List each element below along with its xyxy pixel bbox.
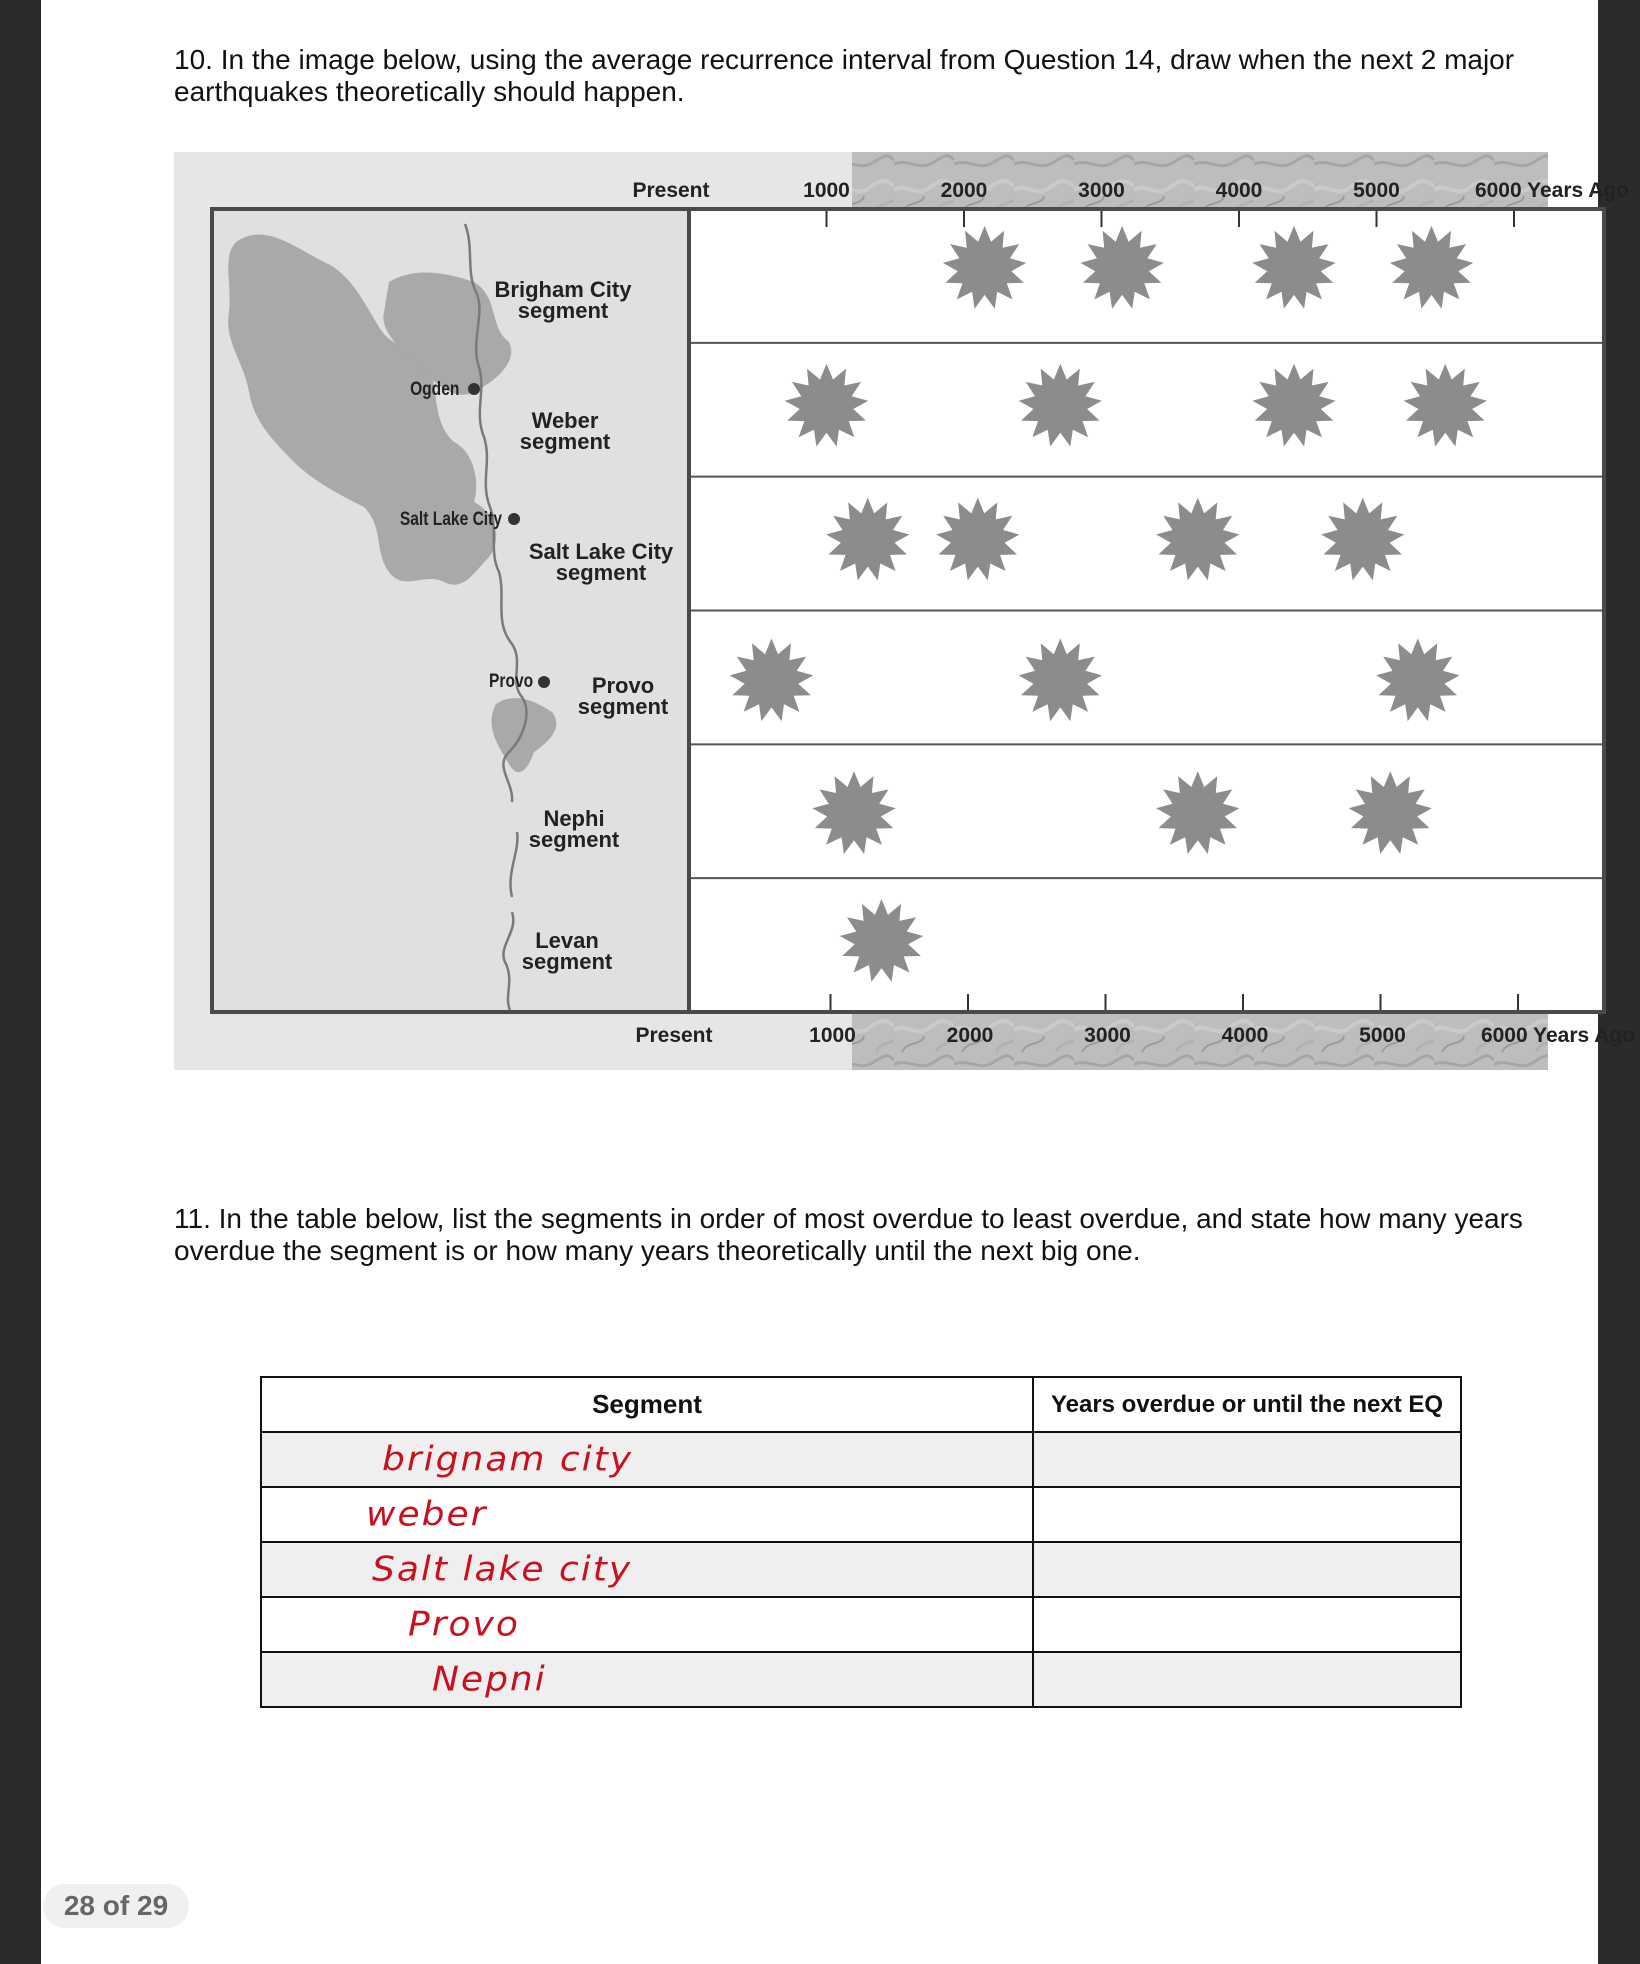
city-label-provo: Provo — [489, 669, 534, 692]
segment-cell[interactable] — [261, 1542, 1033, 1597]
provo-dot — [538, 676, 550, 688]
tick-label-top: 5000 — [1353, 179, 1400, 202]
table-row — [261, 1542, 1461, 1597]
tick-label-top: 3000 — [1078, 179, 1125, 202]
tick-label-top: Present — [632, 179, 710, 202]
segment-name-label: Levan — [535, 928, 599, 953]
segment-suffix-label: segment — [521, 949, 613, 974]
table-row — [261, 1597, 1461, 1652]
handwritten-entry: Nepni — [432, 1660, 547, 1699]
question-10: 10. In the image below, using the average recurrence interval from Question 14, draw when the next 2 major earthquakes theoretically should happen. — [174, 44, 1515, 107]
segment-suffix-label: segment — [528, 827, 620, 852]
table-row — [261, 1432, 1461, 1487]
tick-label-bottom: 3000 — [1084, 1024, 1131, 1047]
years-cell[interactable] — [1033, 1432, 1461, 1487]
tick-label-top: 6000 Years Ago — [1474, 179, 1630, 202]
years-cell[interactable] — [1033, 1487, 1461, 1542]
document-page — [41, 0, 1636, 1964]
ogden-dot — [468, 383, 480, 395]
segment-cell[interactable] — [261, 1432, 1033, 1487]
segment-name-label: Salt Lake City — [528, 539, 674, 564]
segment-suffix-label: segment — [555, 560, 647, 585]
tick-label-bottom: 5000 — [1359, 1024, 1406, 1047]
years-cell[interactable] — [1033, 1597, 1461, 1652]
tick-label-bottom: Present — [635, 1024, 713, 1047]
tick-label-top: 1000 — [803, 179, 850, 202]
table-row — [261, 1487, 1461, 1542]
segment-cell[interactable] — [261, 1597, 1033, 1652]
years-cell[interactable] — [1033, 1652, 1461, 1707]
tick-label-bottom: 6000 Years Ago — [1480, 1024, 1636, 1047]
table-row — [261, 1652, 1461, 1707]
salt-lake-city-dot — [508, 513, 520, 525]
years-cell[interactable] — [1033, 1542, 1461, 1597]
segment-name-label: Brigham City — [494, 277, 632, 302]
tick-label-bottom: 1000 — [809, 1024, 856, 1047]
tick-label-bottom: 4000 — [1221, 1024, 1269, 1047]
question-11: 11. In the table below, list the segments in order of most overdue to least overdue, and state how many years overdue the segment is or how many years theoretically until the next big one. — [174, 1203, 1523, 1266]
city-label-ogden: Ogden — [410, 377, 460, 400]
tick-label-top: 2000 — [940, 179, 988, 202]
tick-label-top: 4000 — [1215, 179, 1263, 202]
segment-suffix-label: segment — [519, 429, 611, 454]
segment-column-header: Segment — [261, 1377, 1033, 1432]
segment-suffix-label: segment — [577, 694, 669, 719]
handwritten-entry: Salt lake city — [372, 1550, 633, 1589]
segment-name-label: Provo — [591, 673, 655, 698]
segment-name-label: Weber — [531, 408, 599, 433]
fault-segment-figure — [174, 152, 1636, 1070]
handwritten-entry: Provo — [408, 1605, 520, 1644]
segment-name-label: Nephi — [543, 806, 605, 831]
earthquake-timeline-chart — [174, 152, 1636, 1070]
handwritten-entry: brignam city — [382, 1440, 634, 1479]
city-label-salt-lake-city: Salt Lake City — [399, 507, 502, 530]
segment-answer-table — [260, 1376, 1462, 1708]
segment-cell[interactable] — [261, 1487, 1033, 1542]
tick-label-bottom: 2000 — [946, 1024, 994, 1047]
segment-suffix-label: segment — [517, 298, 609, 323]
page-counter: 28 of 29 — [43, 1884, 189, 1928]
segment-cell[interactable] — [261, 1652, 1033, 1707]
handwritten-entry: weber — [366, 1495, 488, 1534]
years-column-header: Years overdue or until the next EQ — [1033, 1377, 1461, 1432]
